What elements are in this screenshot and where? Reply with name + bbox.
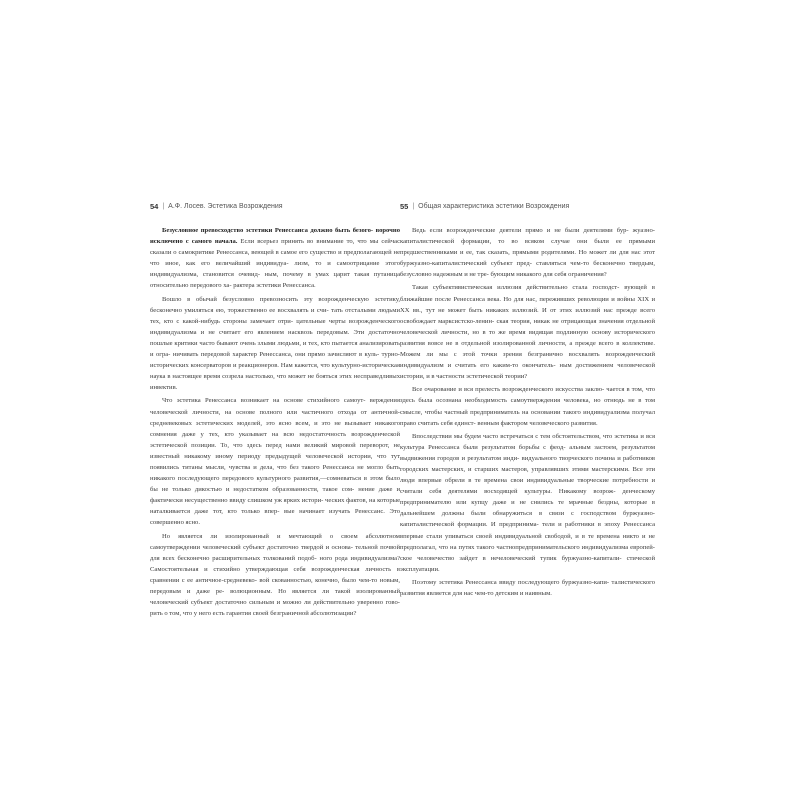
paragraph: Все очарование и вся прелесть возрожденческого искусства заклю- чается в том, что здесь была осознана необходимость самоутверждения человека, но отнюдь не в том смысле, чтобы частный предприниматель на основании такого индивидуализма получал право считать себя единст- венным фактором человеческого развития. [400, 386, 655, 427]
left-page [150, 200, 400, 619]
right-page [400, 200, 655, 599]
running-title: А.Ф. Лосев. Эстетика Возрождения [168, 202, 283, 210]
paragraph: Такая субъективистическая иллюзия действительно стала господст- вующей в ближайшие после Ренессанса века. Но для нас, переживших революции и войны XIX и XX вв., тут не может быть никаких иллюзий. И от этих иллюзий нас прежде всего освобождает марксистско-ленин- ская теория, никак не отрицающая значения отдельной человеческой личности, но в то же время видящая подлинную основу исторического развития вовсе не в отдельной изолированной личности, а прежде всего в коллективе. Можем ли мы с этой точки зрения безгранично восхвалять возрожденческий индивидуализм и считать его каким-то окончатель- ным достижением человеческой истории, и в частности эстетической теории? [400, 284, 655, 381]
paragraph: Но является ли изолированный и мечтающий о своем абсолютном самоутверждении человеческий субъект достаточно твердой и основа- тельной почвой для всех бесконечно расширительных толкований подоб- ного рода индивидуализма? Самостоятельная и стихийно утверждающая себя возрожденческая личность в сравнении с ее античное-средневеко- вой скованностью, конечно, было чем-то новым, передовым и даже ре- волюционным. Но является ли такой изолированный человеческий субъект достаточно сильным и можно ли действительно уверенно гово- рить о том, что у него есть гарантия своей безграничной абсолютизации? [150, 532, 400, 618]
paragraph: Что эстетика Ренессанса возникает на основе стихийного самоут- верждения человеческой личности, на основе полного или частичного отхода от античной-средневековых эстетических моделей, это ясно всем, и это не вызывает никакого сомнения даже у тех, кто указывает на всю недостаточность возрожденческой эстетической позиции. То, что здесь перед нами великий мировой переворот, не известный никакому иному периоду предыдущей человеческой истории, что тут появились титаны мысли, чувства и дела, что без такого Ренессанса не могло быть никакого последующего передового культурного развития,—сомневаться в этом было бы не только дикостью и недостатком образованности, такое сом- нение даже и фактически несущественно ввиду слишком уж ярких истори- ческих фактов, на которые наталкивается даже тот, кто только впер- вые начинает изучать Ренессанс. Это совершенно ясно. [150, 397, 400, 527]
header-separator: | [412, 202, 415, 210]
header-separator: | [162, 202, 165, 210]
paragraph: Вошло в обычай безусловно превозносить эту возрожденческую эстетику, бесконечно умиляться ею, торжественно ее восхвалять и счи- тать отсталыми людьми тех, кто с какой-нибудь стороны замечает отри- цательные черты возрожденческого индивидуализма и не считает его явлением насквозь передовым. Эти достаточно пошлые критики часто бывают очень злыми людьми, и тех, кто пытается анализировать и огра- ничивать передовой характер Ренессанса, они прямо зачисляют в куль- турно-исторических консерваторов и реакционеров. Нам кажется, что культурно-историческая наука в настоящее время созрела настолько, что может не бояться этих несправедливых инвектив. [150, 295, 400, 392]
running-title: Общая характеристика эстетики Возрождения [418, 202, 570, 210]
right-page-text [400, 225, 655, 599]
page-number: 54 [150, 201, 159, 211]
right-page-header [400, 200, 655, 212]
page-number: 55 [400, 201, 409, 211]
bold-lead: Безусловное превосходство эстетики Ренессанса должно быть безого- ворочно исключено с самого начала. [150, 227, 400, 246]
paragraph: Безусловное превосходство эстетики Ренессанса должно быть безого- ворочно исключено с самого начала. Если всерьез принять во внимание то, что мы сейчас сказали о самокритике Ренессанса, веющей в самое его существо и предполагающей не что иное, как его величайший индивидуа- лизм, то и самоотрицание этого индивидуализма, становится очевид- ным, почему в умах царит такая путаница относительно передового ха- рактера эстетики Ренессанса. [150, 227, 400, 290]
paragraph: Впоследствии мы будем часто встречаться с тем обстоятельством, что эстетика и вся культура Ренессанса были результатом борьбы с феод- альным застоем, результатом выдвижения городов и результатом инди- видуального творческого почина и работников городских мастерских, и старших мастеров, управлявших этими мастерскими. Все эти люди впервые обрели в те времена свои индивидуальные творческие потребности и считали себя деятелями восходящей культуры. Никакому возрож- денческому предпринимателю или купцу даже и не снились те мрачные бездны, которые в дальнейшем должны были обнаружиться в связи с господством буржуазно-капиталистической формации. И предпринима- тели и работники в эпоху Ренессанса впервые стали упиваться своей индивидуальной свободой, и в те времена никто и не предполагал, что на путях такого частнопредпринимательского индивидуализма европей- ское человечество зайдет в нечеловеческий тупик буржуазно-капитали- стической эксплуатации. [400, 432, 655, 573]
left-page-text [150, 225, 400, 619]
left-page-header [150, 200, 400, 212]
paragraph: Ведь если возрожденческие деятели прямо и не были деятелями бур- жуазно-капиталистической формации, то во всяком случае они были ее прямыми предшественниками и ее, так сказать, прямыми родителями. Но может ли для нас этот буржуазно-капиталистический субъект пред- ставляться чем-то бесконечно твердым, безусловно надежным и не тре- бующим никакого для себя ограничения? [400, 227, 655, 279]
paragraph: Поэтому эстетика Ренессанса ввиду последующего буржуазно-капи- талистического развития является для нас чем-то детским и наивным. [400, 578, 655, 597]
